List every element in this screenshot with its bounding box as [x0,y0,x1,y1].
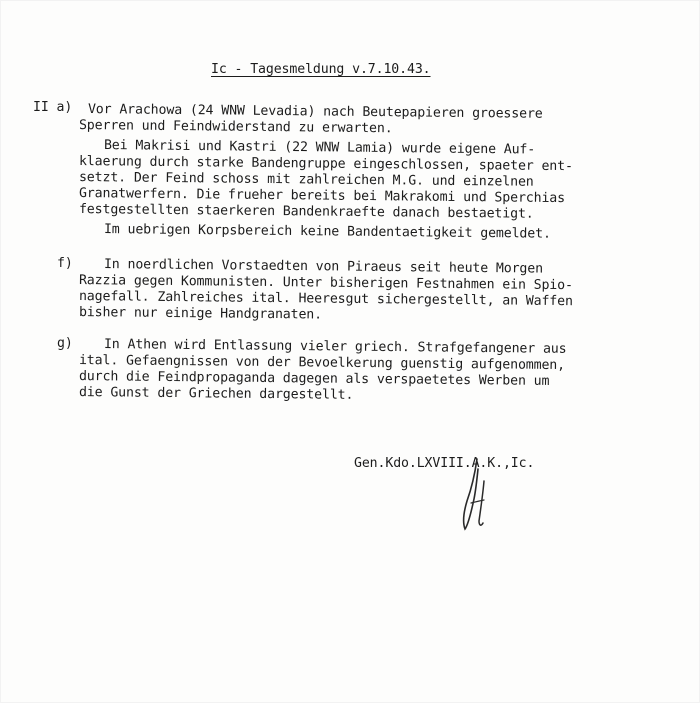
document-title: Ic - Tagesmeldung v.7.10.43. [211,62,431,77]
signoff-text: Gen.Kdo.LXVIII.A.K.,Ic. [354,456,535,471]
section-II-a-line-6: Granatwerfern. Die frueher bereits bei Makrakomi und Sperchias [78,186,566,207]
section-II-a-line-4: klaerung durch starke Bandengruppe eingeschlossen, spaeter ent- [78,154,573,175]
section-g-line-4: die Gunst der Griechen dargestellt. [78,385,354,403]
section-marker-II-a: II a) [33,100,73,115]
handwritten-signature [455,455,495,535]
section-f-line-1: In noerdlichen Vorstaedten von Piraeus seit heute Morgen [103,257,544,277]
section-marker-f: f) [57,256,73,271]
section-II-a-line-7: festgestellten staerkeren Bandenkraefte danach bestaetigt. [78,202,534,222]
section-II-a-line-1: Vor Arachowa (24 WNW Levadia) nach Beutepapieren groessere [87,102,543,122]
section-g-line-1: In Athen wird Entlassung vieler griech. Strafgefangener aus [103,337,567,357]
section-II-a-line-3: Bei Makrisi und Kastri (22 WNW Lamia) wurde eigene Auf- [103,138,536,158]
section-II-a-line-2: Sperren und Feindwiderstand zu erwarten. [78,118,393,137]
section-marker-g: g) [57,336,73,351]
section-II-a-line-5: setzt. Der Feind schoss mit zahlreichen M.G. und einzelnen [78,170,534,190]
section-f-line-2: Razzia gegen Kommunisten. Unter bisherigen Festnahmen ein Spio- [78,273,573,294]
section-f-line-4: bisher nur einige Handgranaten. [78,305,323,323]
section-f-line-3: nagefall. Zahlreiches ital. Heeresgut sichergestellt, an Waffen [78,289,573,310]
section-II-a-line-8: Im uebrigen Korpsbereich keine Bandentaetigkeit gemeldet. [103,222,551,242]
section-g-line-2: ital. Gefaengnissen von der Bevoelkerung guenstig aufgenommen, [78,353,566,374]
section-g-line-3: durch die Feindpropaganda dagegen als verspaetetes Werben um [78,369,550,389]
